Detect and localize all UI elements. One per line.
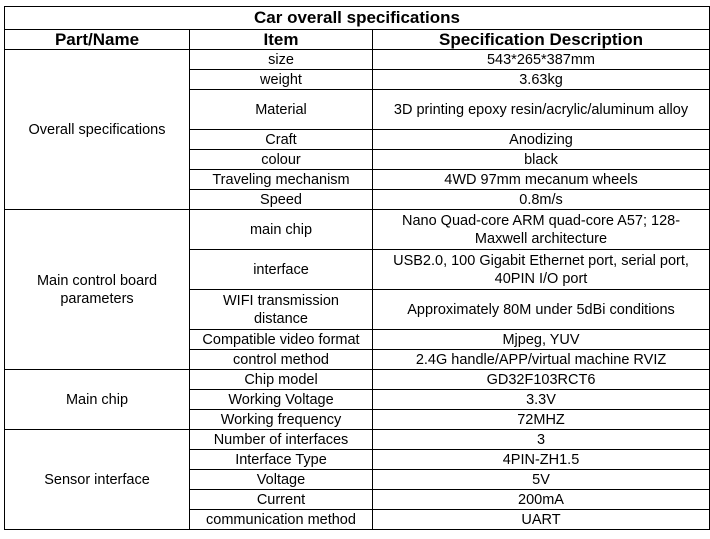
header-item: Item bbox=[190, 30, 373, 50]
item-cell: colour bbox=[190, 150, 373, 170]
specification-cell: Approximately 80M under 5dBi conditions bbox=[373, 290, 710, 330]
item-cell: WIFI transmission distance bbox=[190, 290, 373, 330]
table-title: Car overall specifications bbox=[5, 7, 710, 30]
item-cell: Traveling mechanism bbox=[190, 170, 373, 190]
item-cell: Craft bbox=[190, 130, 373, 150]
table-body bbox=[5, 50, 710, 530]
item-cell: Current bbox=[190, 490, 373, 510]
specification-cell: 200mA bbox=[373, 490, 710, 510]
item-cell: Working frequency bbox=[190, 410, 373, 430]
specification-cell: 5V bbox=[373, 470, 710, 490]
specification-cell: 3.3V bbox=[373, 390, 710, 410]
part-name-cell: Main control board parameters bbox=[5, 210, 190, 370]
item-cell: Speed bbox=[190, 190, 373, 210]
item-cell: Chip model bbox=[190, 370, 373, 390]
item-cell: weight bbox=[190, 70, 373, 90]
specification-cell: GD32F103RCT6 bbox=[373, 370, 710, 390]
specification-cell: Anodizing bbox=[373, 130, 710, 150]
specification-cell: 2.4G handle/APP/virtual machine RVIZ bbox=[373, 350, 710, 370]
specification-cell: 72MHZ bbox=[373, 410, 710, 430]
header-part-name: Part/Name bbox=[5, 30, 190, 50]
part-name-cell: Sensor interface bbox=[5, 430, 190, 530]
specification-cell: 3D printing epoxy resin/acrylic/aluminum alloy bbox=[373, 90, 710, 130]
item-cell: Compatible video format bbox=[190, 330, 373, 350]
part-name-cell: Main chip bbox=[5, 370, 190, 430]
table-row bbox=[5, 210, 710, 250]
header-specification-description: Specification Description bbox=[373, 30, 710, 50]
specification-cell: Mjpeg, YUV bbox=[373, 330, 710, 350]
item-cell: communication method bbox=[190, 510, 373, 530]
specification-cell: 4WD 97mm mecanum wheels bbox=[373, 170, 710, 190]
item-cell: main chip bbox=[190, 210, 373, 250]
specification-cell: black bbox=[373, 150, 710, 170]
part-name-cell: Overall specifications bbox=[5, 50, 190, 210]
item-cell: Working Voltage bbox=[190, 390, 373, 410]
item-cell: Voltage bbox=[190, 470, 373, 490]
item-cell: size bbox=[190, 50, 373, 70]
specification-cell: 3 bbox=[373, 430, 710, 450]
item-cell: Material bbox=[190, 90, 373, 130]
specification-cell: 543*265*387mm bbox=[373, 50, 710, 70]
item-cell: Interface Type bbox=[190, 450, 373, 470]
table-row bbox=[5, 370, 710, 390]
item-cell: interface bbox=[190, 250, 373, 290]
specification-cell: UART bbox=[373, 510, 710, 530]
specification-cell: USB2.0, 100 Gigabit Ethernet port, serial port, 40PIN I/O port bbox=[373, 250, 710, 290]
table-row bbox=[5, 50, 710, 70]
item-cell: Number of interfaces bbox=[190, 430, 373, 450]
specification-cell: Nano Quad-core ARM quad-core A57; 128-Maxwell architecture bbox=[373, 210, 710, 250]
specifications-table bbox=[4, 6, 710, 530]
specification-cell: 4PIN-ZH1.5 bbox=[373, 450, 710, 470]
specification-cell: 0.8m/s bbox=[373, 190, 710, 210]
specification-cell: 3.63kg bbox=[373, 70, 710, 90]
table-row bbox=[5, 430, 710, 450]
item-cell: control method bbox=[190, 350, 373, 370]
